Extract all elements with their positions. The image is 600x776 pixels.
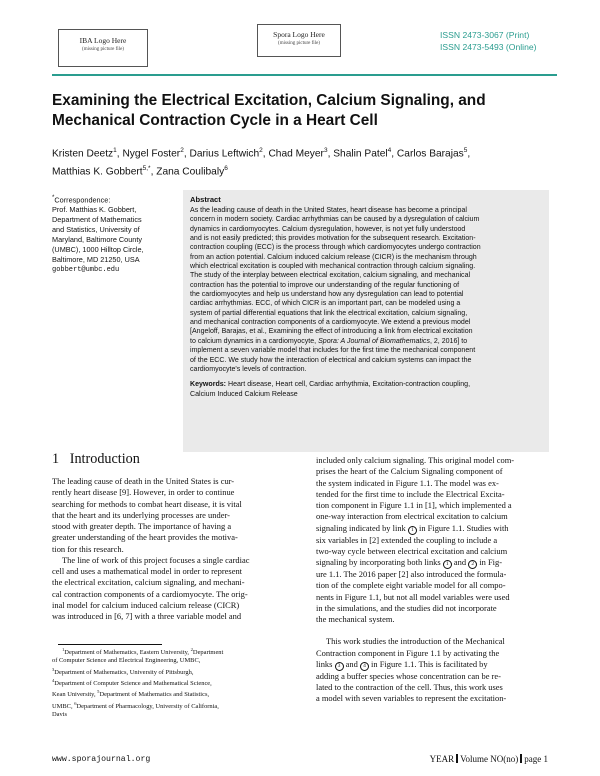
- author-name: Kristen Deetz: [52, 148, 114, 160]
- correspondence-line: Baltimore, MD 21250, USA: [52, 255, 140, 265]
- correspondence-block: [52, 193, 177, 275]
- author-name: Darius Leftwich: [189, 148, 260, 160]
- author-affil: 5,*: [142, 165, 151, 173]
- title-line-2: Mechanical Contraction Cycle in a Heart Cell: [52, 112, 378, 129]
- paragraph: included only calcium signaling. This original model com- prises the heart of the Calcium Signaling component of the system indicated in Figure 1.1. The model was ex- tended for the first time to include the Electrical Excita- tion component in Figure 1.1 in [1], which implemented a one-way interaction from electrical excitation to calcium signaling indicated by link 1 in Figure 1.1. Studies with six variables in [2] extended the coupling to include a two-way cycle between electrical excitation and calcium signaling by incorporating both links 1 and 2 in Fig- ure 1.1. The 2016 paper [2] also introduced the formula- tion of the complete eight variable model for all compo- nents in Figure 1.1, but not all model variables were used in the simulations, and the studies did not incorporate the mechanical system.: [316, 455, 515, 624]
- author-name: Matthias K. Gobbert: [52, 166, 143, 178]
- author-affil: 6: [224, 165, 228, 173]
- right-column: [316, 455, 549, 705]
- correspondence-email[interactable]: gobbert@umbc.edu: [52, 266, 120, 275]
- paper-title: [52, 91, 562, 131]
- spora-logo-placeholder: [257, 24, 341, 57]
- issn-online: ISSN 2473-5493 (Online): [440, 42, 537, 52]
- header-rule: [52, 74, 557, 76]
- author-list: [52, 143, 562, 180]
- footer-page: page 1: [524, 754, 548, 764]
- footnote-rule: [58, 644, 162, 645]
- authors-line-1: Kristen Deetz$^1$, Nygel Foster$^2$, Darius Leftwich$^2$, Chad Meyer$^3$, Shalin Patel$^4$, Carlos Barajas$^5$,: [52, 147, 471, 160]
- title-line-1: Examining the Electrical Excitation, Calcium Signaling, and: [52, 92, 486, 109]
- figure-link-marker: 4: [360, 662, 369, 671]
- author-affil: 2: [180, 147, 184, 154]
- correspondence-line: and Statistics, University of: [52, 225, 140, 235]
- issn-block: [440, 29, 537, 53]
- author-name: Chad Meyer: [268, 148, 324, 160]
- section-heading: [52, 450, 140, 468]
- figure-link-marker: 1: [408, 526, 417, 535]
- author-affil: 5: [463, 147, 468, 154]
- abstract-heading: Abstract: [190, 195, 221, 204]
- iba-logo-placeholder: [58, 29, 148, 67]
- abstract-box: [183, 190, 549, 452]
- affiliation-footnotes: $^1$Department of Mathematics, Eastern University, $^2$Department of Computer Science and Electrical Engineering, UMBC, $^3$Department of Mathematics, University of Pittsburgh, $^4$Department of Computer Science and Mathematical Science, Kean University, $^5$Department of Mathematics and Statistics, UMBC, $^6$Department of Pharmacology, University of California, Davis: [52, 647, 224, 718]
- iba-logo-note: (missing picture file): [82, 47, 124, 52]
- author-affil: 3: [323, 147, 328, 154]
- spora-logo-title: Spora Logo Here: [273, 30, 325, 39]
- figure-link-marker: 1: [443, 560, 452, 569]
- footer-separator: [456, 754, 458, 763]
- author-name: Carlos Barajas: [396, 148, 464, 160]
- keywords-label: Keywords:: [190, 381, 227, 389]
- iba-logo-title: IBA Logo Here: [79, 36, 127, 45]
- author-affil: 4: [387, 147, 392, 154]
- author-affil: 1: [113, 147, 117, 154]
- paragraph: This work studies the introduction of the Mechanical Contraction component in Figure 1.1 by activating the links 3 and 4 in Figure 1.1. This is facilitated by adding a buffer species whose concentration can be re- lated to the contraction of the cell. Thus, this work uses a model with seven variables to represent the excitation-: [316, 636, 507, 704]
- keywords: Keywords: Heart disease, Heart cell, Cardiac arrhythmia, Excitation-contraction coupling, Calcium Induced Calcium Release: [190, 381, 471, 398]
- journal-url[interactable]: www.sporajournal.org: [52, 755, 151, 764]
- paragraph: The leading cause of death in the United States is cur- rently heart disease [9]. However, in order to continue searching for methods to combat heart disease, it is vital that the heart and its underlying processes are under- stood with greater depth. The importance of having a greater understanding of the heart provides the motiva- tion for this research.: [52, 476, 242, 554]
- section-number: 1: [52, 451, 60, 467]
- correspondence-line: (UMBC), 1000 Hilltop Circle,: [52, 245, 144, 255]
- footer-separator: [520, 754, 522, 763]
- footer-volume: Volume NO(no): [460, 754, 519, 764]
- author-affil: 2: [259, 147, 263, 154]
- author-name: Nygel Foster: [122, 148, 181, 160]
- spora-logo-note: (missing picture file): [278, 41, 320, 46]
- figure-link-marker: 2: [468, 560, 477, 569]
- left-column: [52, 476, 282, 622]
- authors-line-2: Matthias K. Gobbert$^{5,*}$, Zana Coulibaly$^6$: [52, 165, 228, 178]
- issn-print: ISSN 2473-3067 (Print): [440, 30, 530, 40]
- page-footer-info: [430, 754, 548, 764]
- correspondence-line: Prof. Matthias K. Gobbert,: [52, 205, 137, 215]
- author-name: Shalin Patel: [333, 148, 388, 160]
- correspondence-line: Department of Mathematics: [52, 215, 142, 225]
- paragraph: The line of work of this project focuses a single cardiac cell and uses a mathematical model in order to represent the electrical excitation, calcium signaling, and mechani- cal contraction components of a cardiomyocyte. The orig- inal model for calcium induced calcium release (CICR) was introduced in [6, 7] with a three variable model and: [52, 554, 250, 621]
- footer-year: YEAR: [429, 754, 455, 764]
- author-name: Zana Coulibaly: [156, 166, 225, 178]
- correspondence-line: Maryland, Baltimore County: [52, 235, 143, 245]
- section-title: Introduction: [69, 451, 140, 467]
- abstract-text: As the leading cause of death in the United States, heart disease has become a principal concern in modern society. Cardiac arrhythmias can be caused by a dysregulation of calcium dynamics in cardiomyocytes. Calcium dysregulation, however, is not yet fully understood and is not easily predicted; this provides motivation for the subsequent research. Excitation- contraction coupling (ECC) is the process through which cardiomyocytes undergo contraction from an action potential. Calcium induced calcium release (CICR) is the mechanism through which electrical excitation is coupled with mechanical contraction through calcium signaling. The study of the interplay between electrical excitation, calcium signaling, and mechanical contraction has the potential to improve our understanding of the regular functioning of the cardiomyocytes and help us understand how any dysregulation can lead to potential cardiac arrhythmias. ECC, of which CICR is an important part, can be modeled using a system of partial differential equations that link the electrical excitation, calcium signaling, and mechanical contraction components of a cardiomyocyte. We extend a previous model [Angeloff, Barajas, et al., Examining the effect of introducing a link from electrical excitation to calcium dynamics in a cardiomyocyte, Spora: A Journal of Biomathematics, 2, 2016] to implement a seven variable model that includes for the first time the mechanical component of the ECC. We study how the interaction of electrical and calcium systems can impact the cardiomyocyte's levels of contraction.: [190, 207, 481, 373]
- correspondence-label: *Correspondence:: [52, 194, 111, 205]
- figure-link-marker: 3: [335, 662, 344, 671]
